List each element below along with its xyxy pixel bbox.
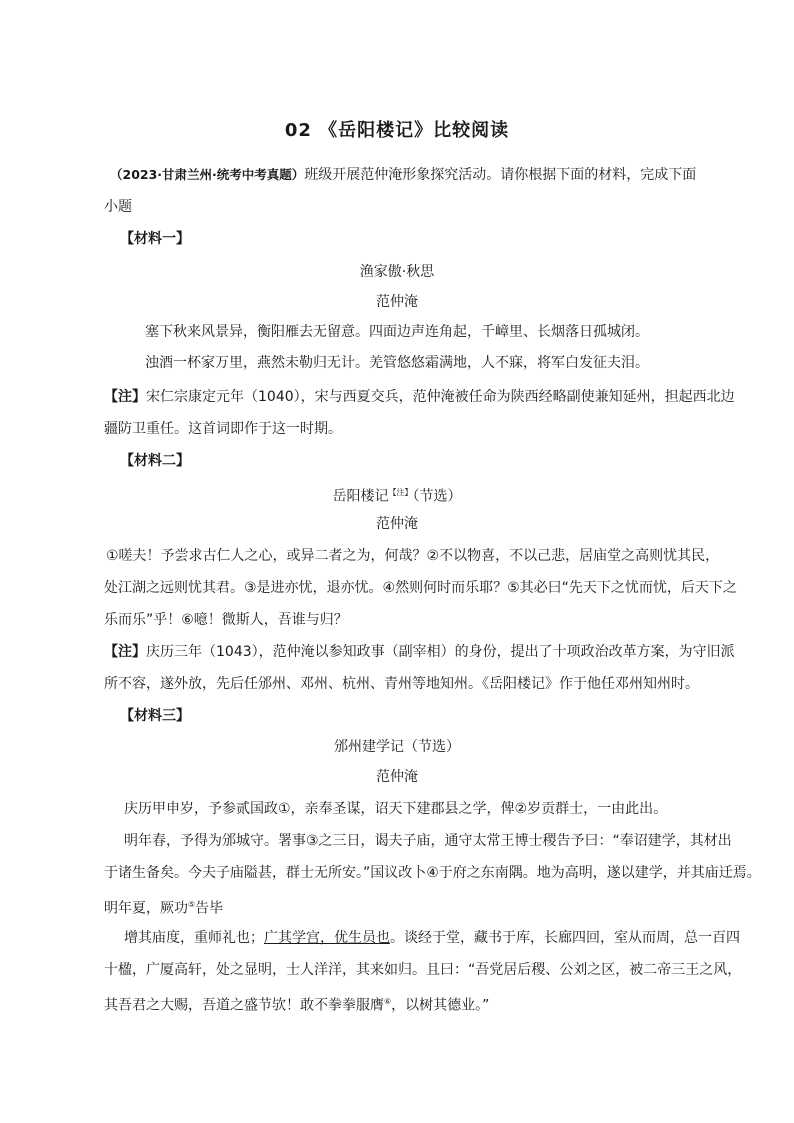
essay-title: 岳阳楼记$^{【注】}$（节选） — [332, 488, 462, 505]
source-tag: （2023·甘肃兰州·统考中考真题） — [110, 167, 305, 182]
record-author: 范仲淹 — [376, 769, 418, 785]
record-para-2-line-2: 于诸生备矣。今夫子庙隘甚，群士无所安。”国议改卜④于府之东南隅。地为高明，遂以建学，并其庙迁焉。 — [104, 865, 761, 881]
record-para-2-line-1: 明年春，予得为邠城守。署事③之三日，谒夫子庙，通守太常王博士稷告予曰：“奉诏建学，其材出 — [124, 833, 732, 849]
record-para-2-line-3: 明年夏，厥功⑤告毕 — [104, 900, 224, 917]
note-2-line-2: 所不容，遂外放，先后任邠州、邓州、杭州、青州等地知州。《岳阳楼记》作于他任邓州知州时。 — [104, 676, 699, 692]
material-1-label: 【材料一】 — [120, 231, 190, 247]
record-para-1: 庆历甲申岁，予参贰国政①，亲奉圣谋，诏天下建郡县之学，俾②岁贡群士，一由此出。 — [124, 801, 668, 817]
poem-line-2: 浊酒一杯家万里，燕然未勒归无计。羌管悠悠霜满地，人不寐，将军白发征夫泪。 — [145, 355, 649, 371]
poem-author: 范仲淹 — [376, 294, 418, 310]
material-2-label: 【材料二】 — [120, 453, 190, 469]
essay-para-line-3: 乐而乐”乎！⑥噫！微斯人，吾谁与归？ — [104, 612, 348, 628]
note-tag: 【注】 — [104, 389, 146, 405]
note-1-line-2: 疆防卫重任。这首词即作于这一时期。 — [104, 421, 342, 437]
record-para-3-line-3: 其吾君之大赐，吾道之盛节欤！敢不拳拳服膺⑥，以树其德业。” — [104, 997, 490, 1014]
essay-author: 范仲淹 — [376, 516, 418, 532]
intro-line-1 — [110, 165, 696, 185]
essay-para-line-1: ①嗟夫！予尝求古仁人之心，或异二者之为，何哉？②不以物喜，不以己悲，居庙堂之高则忧其民， — [106, 548, 720, 564]
poem-line-1: 塞下秋来风景异，衡阳雁去无留意。四面边声连角起，千嶂里、长烟落日孤城闭。 — [145, 324, 649, 340]
title-note-mark: 【注】 — [388, 488, 413, 497]
material-3-label: 【材料三】 — [120, 708, 190, 724]
note-1-line-1: 【注】宋仁宗康定元年（1040），宋与西夏交兵，范仲淹被任命为陕西经略副使兼知延州，担起西北边 — [104, 389, 735, 405]
record-title: 邠州建学记（节选） — [334, 739, 460, 755]
page-title: 02 《岳阳楼记》比较阅读 — [284, 120, 510, 141]
intro-text: 班级开展范仲淹形象探究活动。请你根据下面的材料，完成下面 — [304, 167, 697, 183]
record-para-3-line-1: 增其庙度，重师礼也；广其学宫，优生员也。谈经于堂，藏书于库，长廊四回，室从而周，总一百四 — [124, 930, 740, 946]
essay-para-line-2: 处江湖之远则忧其君。③是进亦忧，退亦忧。④然则何时而乐耶？⑤其必曰“先天下之忧而忧，后天下之 — [104, 580, 737, 596]
intro-line-2: 小题 — [104, 199, 132, 215]
note-2-line-1: 【注】庆历三年（1043），范仲淹以参知政事（副宰相）的身份，提出了十项政治改革方案，为守旧派 — [104, 644, 735, 660]
note-tag: 【注】 — [104, 644, 146, 660]
underlined-phrase: 广其学宫，优生员也 — [264, 930, 390, 946]
poem-title: 渔家傲·秋思 — [359, 264, 435, 280]
record-para-3-line-2: 十楹，广厦高轩，处之显明，士人洋洋，其来如归。且曰：“吾党居后稷、公刘之区，被二帝三王之风， — [104, 962, 742, 978]
